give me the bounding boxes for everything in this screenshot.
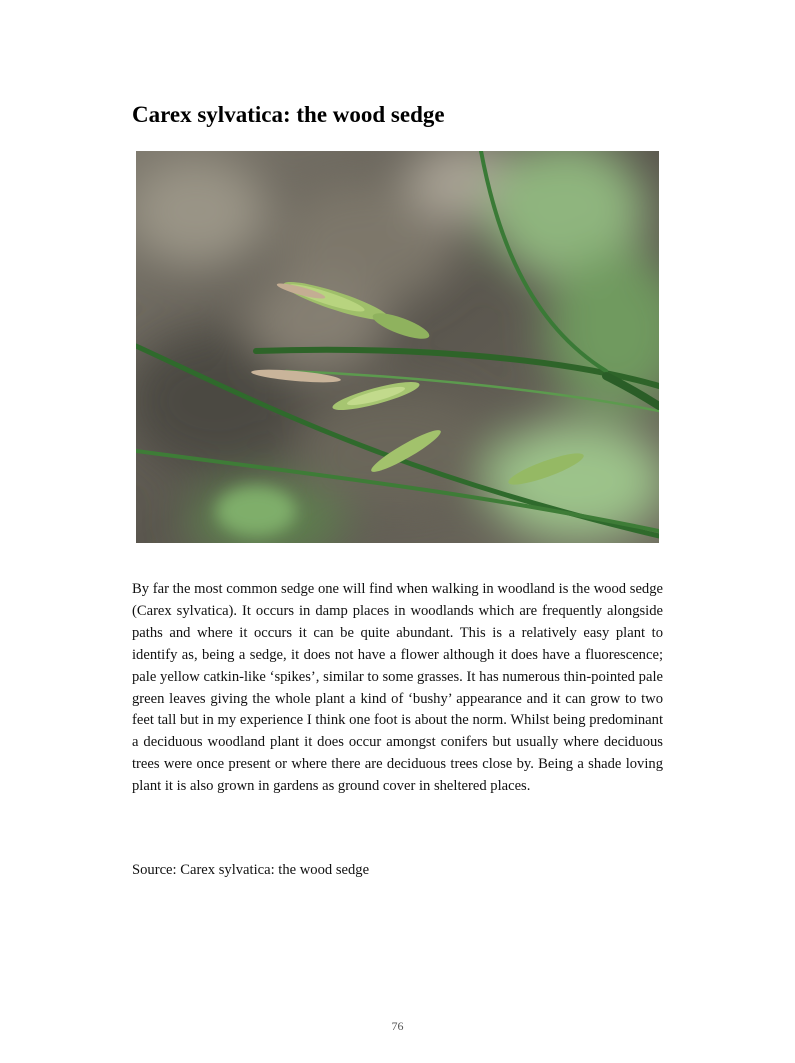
foreground-blur [216,486,296,536]
page-title: Carex sylvatica: the wood sedge [132,102,445,127]
wood-sedge-photo [136,151,659,543]
wood-sedge-illustration [136,151,659,543]
body-paragraph: By far the most common sedge one will find when walking in woodland is the wood sedge (Carex sylvatica). It occurs in damp places in woodlands which are frequently alongside paths and where it occurs it can be quite abundant. This is a relatively easy plant to identify as, being a sedge, it does not have a flower although it does have a fluorescence; pale yellow catkin-like ‘spikes’, similar to some grasses. It has numerous thin-pointed pale green leaves giving the whole plant a kind of ‘bushy’ appearance and it can grow to two feet tall but in my experience I think one foot is about the norm. Whilst being predominant a deciduous woodland plant it does occur amongst conifers but usually where deciduous trees were once present or where there are deciduous trees close by. Being a shade loving plant it is also grown in gardens as ground cover in sheltered places. [132,581,663,795]
page-number: 76 [391,1019,404,1033]
source-citation: Source: Carex sylvatica: the wood sedge [132,862,370,878]
